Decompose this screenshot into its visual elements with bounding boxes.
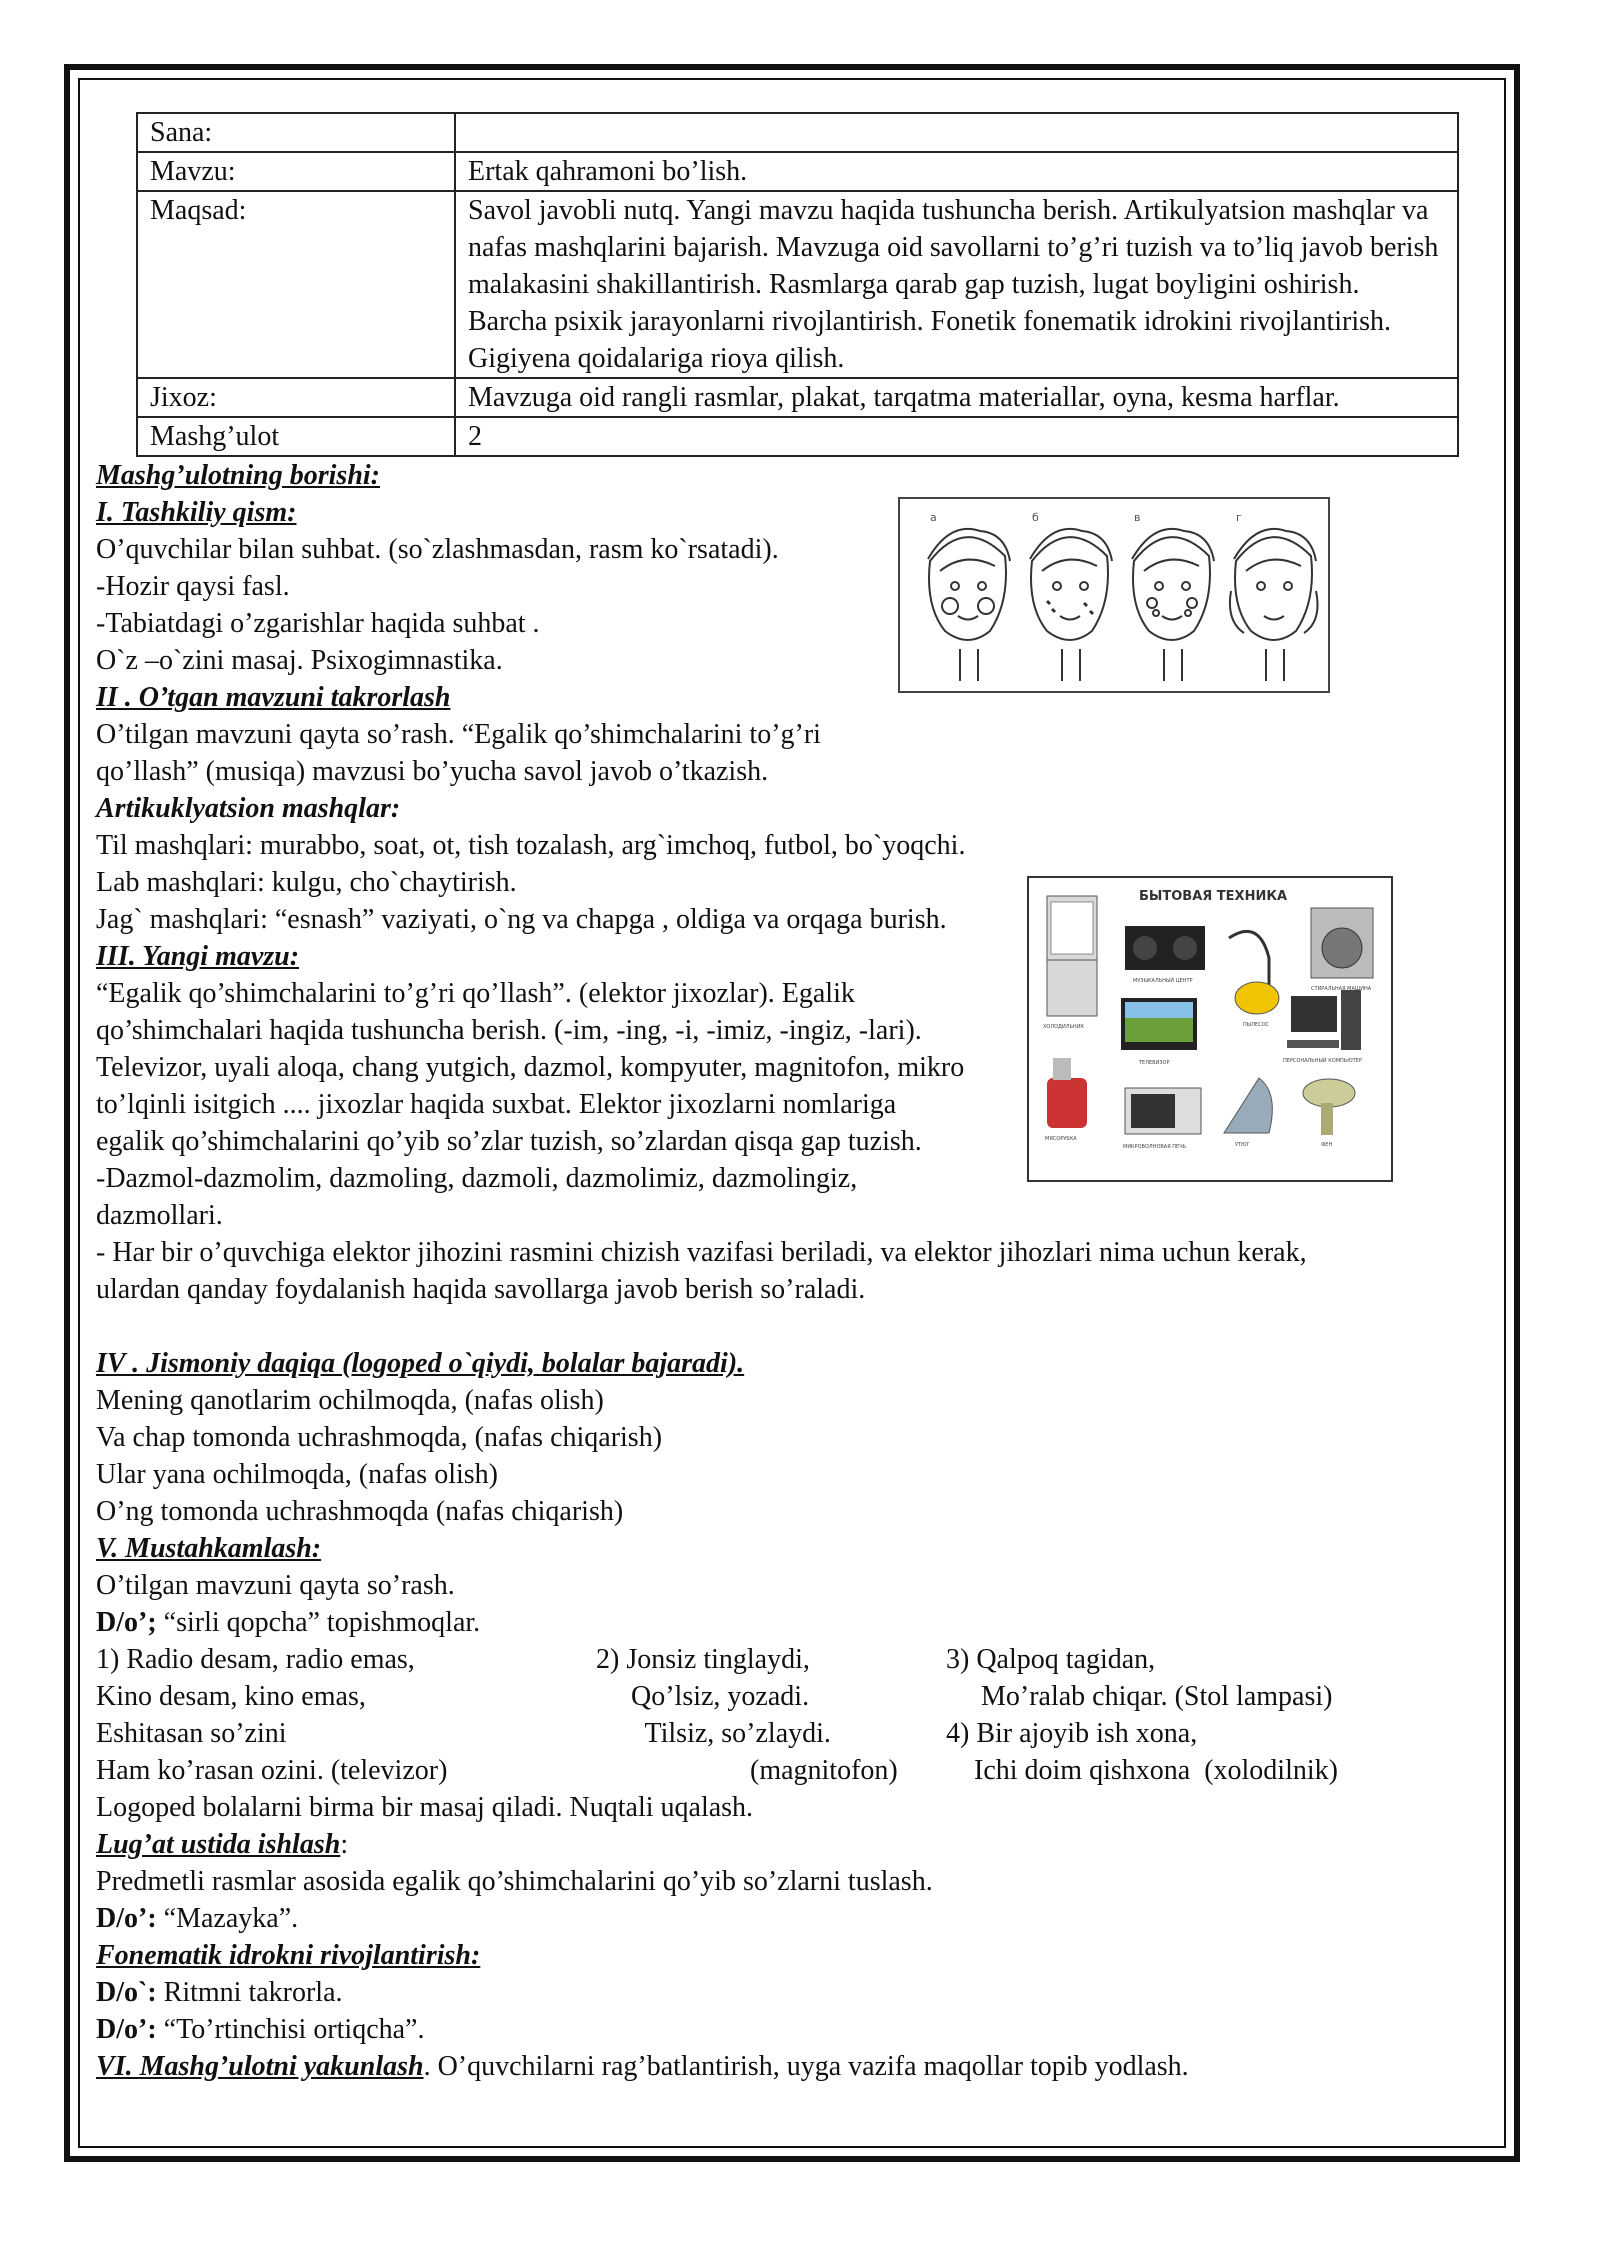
hairdryer-icon bbox=[1303, 1079, 1355, 1135]
appliance-label: ПЕРСОНАЛЬНЫЙ КОМПЬЮТЕР bbox=[1283, 1058, 1362, 1064]
lugat-heading bbox=[96, 1826, 1496, 1863]
lugat-colon: : bbox=[340, 1829, 349, 1860]
face-drawings bbox=[900, 499, 1328, 691]
face-label: б bbox=[1032, 511, 1039, 524]
table-key: Mashg’ulot bbox=[137, 417, 455, 456]
poster-title: БЫТОВАЯ ТЕХНИКА bbox=[1139, 889, 1288, 904]
appliance-label: СТИРАЛЬНАЯ МАШИНА bbox=[1311, 986, 1372, 992]
text-line: ulardan qanday foydalanish haqida savollarga javob berish so’raladi. bbox=[96, 1274, 866, 1305]
fridge-icon bbox=[1047, 896, 1097, 1016]
text-line: O`z –o`zini masaj. Psixogimnastika. bbox=[96, 645, 503, 676]
game-label: D/o’; bbox=[96, 1607, 164, 1638]
section-2-title: II . O’tgan mavzuni takrorlash bbox=[96, 682, 451, 713]
riddle-cell: 3) Qalpoq tagidan, bbox=[946, 1644, 1156, 1675]
text-line: Logoped bolalarni birma bir masaj qiladi. Nuqtali uqalash. bbox=[96, 1792, 754, 1823]
riddle-cell: 1) Radio desam, radio emas, bbox=[96, 1644, 415, 1675]
music-center-icon bbox=[1125, 926, 1205, 970]
text-line: O’ng tomonda uchrashmoqda (nafas chiqarish) bbox=[96, 1496, 624, 1527]
riddle-cell: Eshitasan so’zini bbox=[96, 1718, 287, 1749]
table-value: Savol javobli nutq. Yangi mavzu haqida tushuncha berish. Artikulyatsion mashqlar va nafas mashqlarini bajarish. Mavzuga oid savollarni to’g’ri tuzish va to’liq javob berish malakasini shakillantirish. Rasmlarga qarab gap tuzish, lugat boyligini oshirish. Barcha psixik jarayonlarni rivojlantirish. Fonetik fonematik idrokini rivojlantirish. Gigiyena qoidalariga rioya qilish. bbox=[455, 191, 1458, 378]
riddle-cell: 2) Jonsiz tinglaydi, bbox=[596, 1644, 810, 1675]
text-line: -Tabiatdagi o’zgarishlar haqida suhbat . bbox=[96, 608, 540, 639]
riddle-row bbox=[96, 1752, 1496, 1789]
face-c bbox=[1132, 529, 1214, 681]
text-line: O’quvchilar bilan suhbat. (so`zlashmasdan, rasm ko`rsatadi). bbox=[96, 534, 779, 565]
game-text: Ritmni takrorla. bbox=[163, 1977, 343, 2008]
tv-icon bbox=[1121, 998, 1197, 1050]
iron-icon bbox=[1224, 1078, 1272, 1133]
blank-line bbox=[96, 1308, 1496, 1345]
appliance-label: МУЗЫКАЛЬНЫЙ ЦЕНТР bbox=[1133, 978, 1193, 984]
riddle-row bbox=[96, 1678, 1496, 1715]
appliance-label: ХОЛОДИЛЬНИК bbox=[1043, 1024, 1084, 1030]
text-line: Va chap tomonda uchrashmoqda, (nafas chiqarish) bbox=[96, 1422, 663, 1453]
face-label: в bbox=[1134, 511, 1141, 524]
info-table bbox=[136, 112, 1459, 457]
fonematik-title: Fonematik idrokni rivojlantirish: bbox=[96, 1940, 481, 1971]
riddle-cell: (magnitofon) bbox=[596, 1755, 898, 1786]
text-line: Televizor, uyali aloqa, chang yutgich, dazmol, kompyuter, magnitofon, mikro bbox=[96, 1052, 965, 1083]
computer-icon bbox=[1287, 990, 1361, 1050]
text-line: O’tilgan mavzuni qayta so’rash. “Egalik qo’shimchalarini to’g’ri bbox=[96, 719, 821, 750]
table-value: 2 bbox=[455, 417, 1458, 456]
text-line: Predmetli rasmlar asosida egalik qo’shimchalarini qo’yib so’zlarni tuslash. bbox=[96, 1866, 933, 1897]
game-text: “sirli qopcha” topishmoqlar. bbox=[163, 1607, 481, 1638]
game-line bbox=[96, 1974, 1496, 2011]
text-line: “Egalik qo’shimchalarini to’g’ri qo’llash”. (elektor jixozlar). Egalik bbox=[96, 978, 855, 1009]
main-heading: Mashg’ulotning borishi: bbox=[96, 460, 380, 491]
text-line: - Har bir o’quvchiga elektor jihozini rasmini chizish vazifasi beriladi, va elektor jihozlari nima uchun kerak, bbox=[96, 1237, 1307, 1268]
text-line: qo’shimchalari haqida tushuncha berish. (-im, -ing, -i, -imiz, -ingiz, -lari). bbox=[96, 1015, 922, 1046]
artic-title: Artikuklyatsion mashqlar: bbox=[96, 793, 401, 824]
riddle-cell: Qo’lsiz, yozadi. bbox=[596, 1681, 810, 1712]
final-text: . O’quvchilarni rag’batlantirish, uyga vazifa maqollar topib yodlash. bbox=[423, 2051, 1189, 2082]
riddle-row bbox=[96, 1715, 1496, 1752]
text-line: Lab mashqlari: kulgu, cho`chaytirish. bbox=[96, 867, 517, 898]
table-row bbox=[137, 378, 1458, 417]
table-value bbox=[455, 113, 1458, 152]
riddle-cell: Tilsiz, so’zlaydi. bbox=[596, 1718, 831, 1749]
riddle-row bbox=[96, 1641, 1496, 1678]
appliances-drawing bbox=[1029, 878, 1391, 1180]
appliance-label: ПЫЛЕСОС bbox=[1243, 1022, 1270, 1028]
table-row bbox=[137, 113, 1458, 152]
game-label: D/o’: bbox=[96, 2014, 164, 2045]
riddle-cell: Mo’ralab chiqar. (Stol lampasi) bbox=[946, 1681, 1333, 1712]
table-key: Mavzu: bbox=[137, 152, 455, 191]
section-4-title: IV . Jismoniy daqiqa (logoped o`qiydi, bolalar bajaradi). bbox=[96, 1348, 745, 1379]
table-row bbox=[137, 191, 1458, 378]
appliance-label: МЯСОРУБКА bbox=[1045, 1136, 1077, 1142]
appliance-label: ФЕН bbox=[1321, 1142, 1333, 1148]
game-line bbox=[96, 1604, 1496, 1641]
final-line bbox=[96, 2048, 1496, 2085]
game-text: “Mazayka”. bbox=[163, 1903, 299, 1934]
text-line: O’tilgan mavzuni qayta so’rash. bbox=[96, 1570, 455, 1601]
text-line: Mening qanotlarim ochilmoqda, (nafas olish) bbox=[96, 1385, 604, 1416]
riddle-cell: Ichi doim qishxona (xolodilnik) bbox=[946, 1755, 1338, 1786]
table-row bbox=[137, 152, 1458, 191]
riddle-cell: Kino desam, kino emas, bbox=[96, 1681, 366, 1712]
washing-machine-icon bbox=[1311, 908, 1373, 978]
game-line bbox=[96, 1900, 1496, 1937]
text-line: -Hozir qaysi fasl. bbox=[96, 571, 290, 602]
appliance-label: МИКРОВОЛНОВАЯ ПЕЧЬ bbox=[1123, 1144, 1187, 1150]
lugat-title: Lug’at ustida ishlash bbox=[96, 1829, 341, 1860]
face-d bbox=[1230, 529, 1318, 681]
game-line bbox=[96, 2011, 1496, 2048]
riddle-cell: Ham ko’rasan ozini. (televizor) bbox=[96, 1755, 448, 1786]
riddle-cell: 4) Bir ajoyib ish xona, bbox=[946, 1718, 1198, 1749]
text-line: dazmollari. bbox=[96, 1200, 223, 1231]
face-b bbox=[1030, 529, 1112, 681]
grinder-icon bbox=[1047, 1058, 1087, 1128]
section-3-title: III. Yangi mavzu: bbox=[96, 941, 300, 972]
microwave-icon bbox=[1125, 1088, 1201, 1134]
face-massage-illustration bbox=[898, 497, 1330, 693]
table-key: Maqsad: bbox=[137, 191, 455, 378]
text-line: Ular yana ochilmoqda, (nafas olish) bbox=[96, 1459, 498, 1490]
section-1-title: I. Tashkiliy qism: bbox=[96, 497, 297, 528]
text-line: Til mashqlari: murabbo, soat, ot, tish tozalash, arg`imchoq, futbol, bo`yoqchi. bbox=[96, 830, 966, 861]
vacuum-icon bbox=[1229, 931, 1279, 1014]
appliances-poster bbox=[1027, 876, 1393, 1182]
game-text: “To’rtinchisi ortiqcha”. bbox=[163, 2014, 425, 2045]
appliance-label: УТЮГ bbox=[1235, 1142, 1250, 1148]
game-label: D/o`: bbox=[96, 1977, 164, 2008]
text-line: egalik qo’shimchalarini qo’yib so’zlar tuzish, so’zlardan qisqa gap tuzish. bbox=[96, 1126, 922, 1157]
face-label: а bbox=[930, 511, 937, 524]
table-value: Ertak qahramoni bo’lish. bbox=[455, 152, 1458, 191]
table-key: Sana: bbox=[137, 113, 455, 152]
table-key: Jixoz: bbox=[137, 378, 455, 417]
text-line: qo’llash” (musiqa) mavzusi bo’yucha savol javob o’tkazish. bbox=[96, 756, 769, 787]
face-a bbox=[928, 529, 1010, 681]
text-line: Jag` mashqlari: “esnash” vaziyati, o`ng va chapga , oldiga va orqaga burish. bbox=[96, 904, 947, 935]
appliance-label: ТЕЛЕВИЗОР bbox=[1139, 1060, 1170, 1066]
table-value: Mavzuga oid rangli rasmlar, plakat, tarqatma materiallar, oyna, kesma harflar. bbox=[455, 378, 1458, 417]
section-6-title: VI. Mashg’ulotni yakunlash bbox=[96, 2051, 424, 2082]
text-line: to’lqinli isitgich .... jixozlar haqida suxbat. Elektor jixozlarni nomlariga bbox=[96, 1089, 897, 1120]
face-label: г bbox=[1236, 511, 1242, 524]
table-row bbox=[137, 417, 1458, 456]
text-line: -Dazmol-dazmolim, dazmoling, dazmoli, dazmolimiz, dazmolingiz, bbox=[96, 1163, 858, 1194]
section-5-title: V. Mustahkamlash: bbox=[96, 1533, 322, 1564]
game-label: D/o’: bbox=[96, 1903, 164, 1934]
